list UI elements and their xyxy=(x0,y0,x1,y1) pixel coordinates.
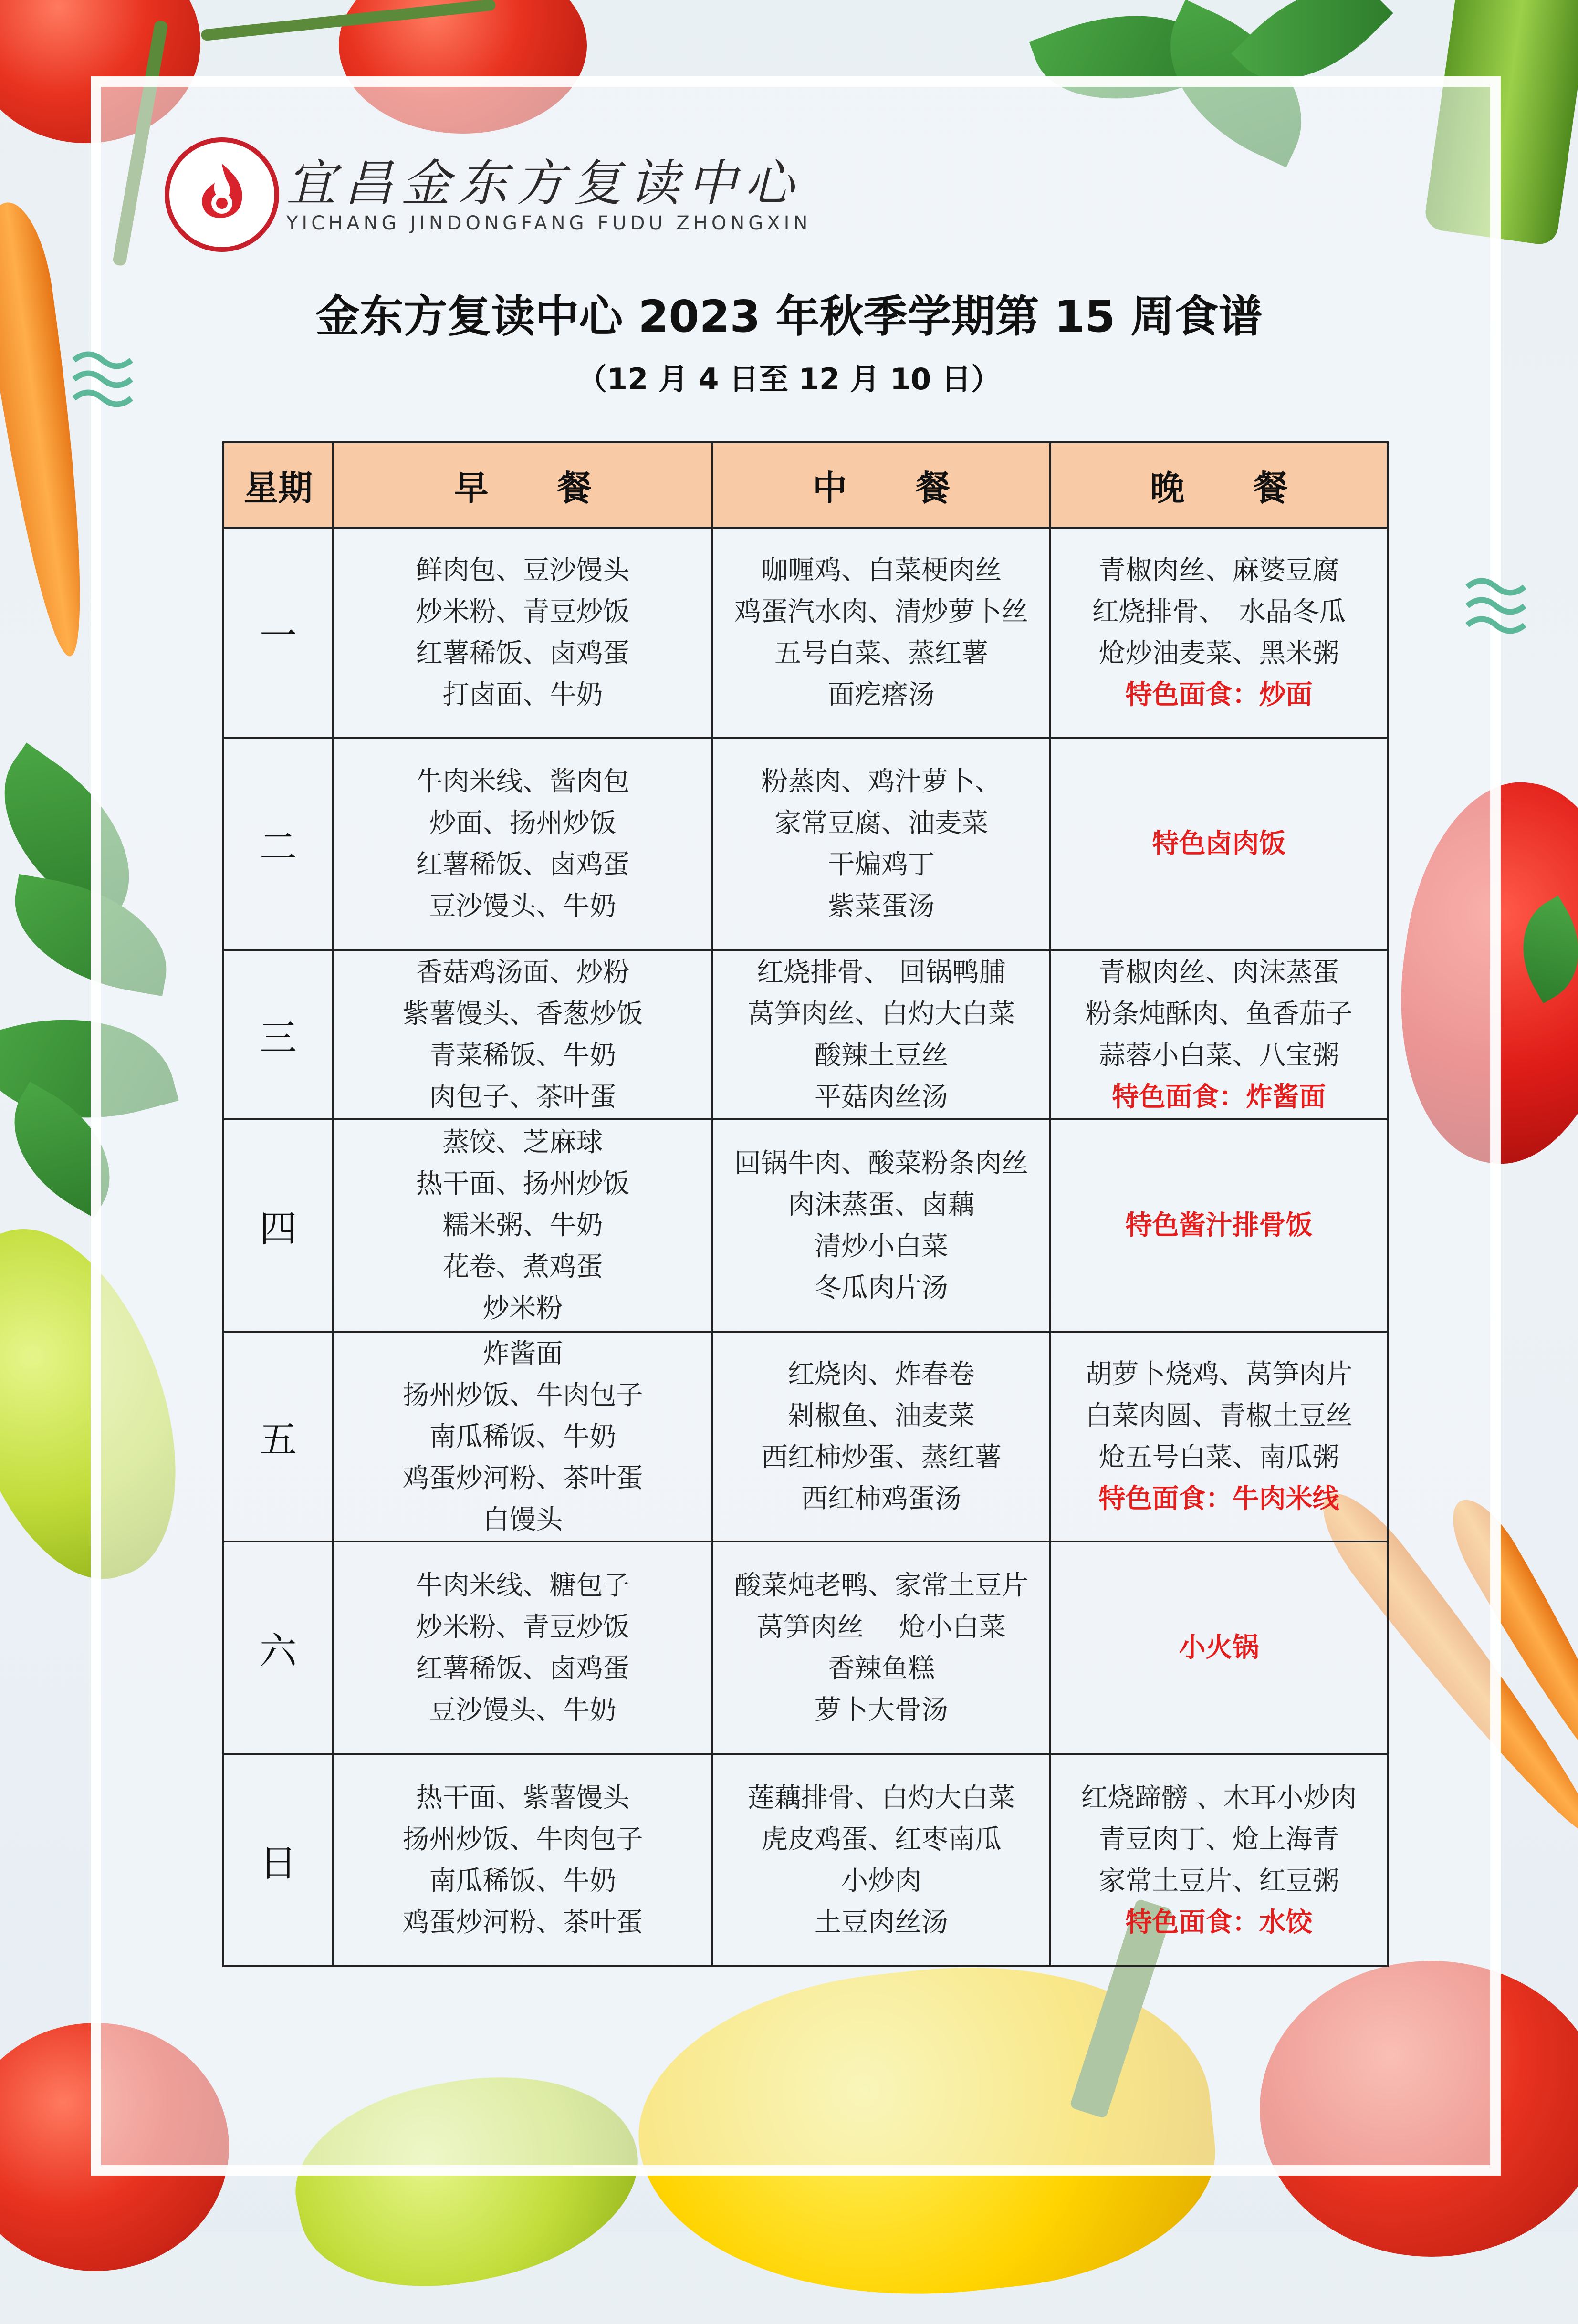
lunch-item: 红烧排骨、 回锅鸭脯 xyxy=(757,957,1006,988)
dinner-special: 特色面食：水饺 xyxy=(1125,1907,1313,1938)
breakfast-cell xyxy=(333,738,712,950)
dinner-item: 炝炒油麦菜、黑米粥 xyxy=(1098,638,1339,669)
breakfast-item: 豆沙馒头、牛奶 xyxy=(429,1694,617,1726)
lunch-cell xyxy=(712,1332,1050,1542)
lunch-cell xyxy=(712,1754,1050,1966)
table-row xyxy=(223,1542,1388,1754)
lunch-item: 西红柿鸡蛋汤 xyxy=(801,1483,961,1514)
dinner-special: 特色面食：牛肉米线 xyxy=(1098,1483,1339,1514)
dinner-special: 特色面食：炒面 xyxy=(1125,679,1313,710)
breakfast-item: 热干面、扬州炒饭 xyxy=(416,1168,630,1199)
breakfast-item: 红薯稀饭、卤鸡蛋 xyxy=(416,638,630,669)
lunch-item: 小炒肉 xyxy=(841,1865,921,1897)
day-cell: 一 xyxy=(223,528,333,738)
lunch-item: 肉沫蒸蛋、卤藕 xyxy=(788,1189,975,1220)
table-row xyxy=(223,738,1388,950)
breakfast-cell xyxy=(333,1754,712,1966)
page-title: 金东方复读中心 2023 年秋季学期第 15 周食谱 xyxy=(315,291,1263,342)
header-breakfast: 早 餐 xyxy=(333,442,712,528)
day-cell: 日 xyxy=(223,1754,333,1966)
lunch-cell xyxy=(712,1119,1050,1332)
breakfast-item: 香菇鸡汤面、炒粉 xyxy=(416,957,630,988)
dinner-item: 青椒肉丝、肉沫蒸蛋 xyxy=(1098,957,1339,988)
date-range: （12 月 4 日至 12 月 10 日） xyxy=(577,362,1001,396)
day-cell: 五 xyxy=(223,1332,333,1542)
table-row xyxy=(223,1754,1388,1966)
breakfast-item: 鸡蛋炒河粉、茶叶蛋 xyxy=(402,1907,643,1938)
breakfast-item: 紫薯馒头、香葱炒饭 xyxy=(402,998,643,1030)
dinner-special: 小火锅 xyxy=(1179,1632,1259,1663)
dinner-special: 特色酱汁排骨饭 xyxy=(1125,1210,1313,1241)
lunch-cell xyxy=(712,1542,1050,1754)
breakfast-item: 鲜肉包、豆沙馒头 xyxy=(416,555,630,586)
lunch-item: 干煸鸡丁 xyxy=(828,849,935,880)
lunch-item: 莴笋肉丝、白灼大白菜 xyxy=(748,998,1015,1030)
header-dinner: 晚 餐 xyxy=(1050,442,1388,528)
breakfast-item: 扬州炒饭、牛肉包子 xyxy=(402,1379,643,1411)
lunch-item: 鸡蛋汽水肉、清炒萝卜丝 xyxy=(734,596,1028,627)
logo xyxy=(165,137,279,252)
breakfast-item: 炒米粉 xyxy=(482,1293,563,1324)
lunch-item: 酸辣土豆丝 xyxy=(815,1040,948,1071)
header-lunch: 中 餐 xyxy=(712,442,1050,528)
breakfast-item: 炒米粉、青豆炒饭 xyxy=(416,1611,630,1643)
lunch-item: 紫菜蛋汤 xyxy=(828,890,935,922)
dinner-item: 炝五号白菜、南瓜粥 xyxy=(1098,1442,1339,1473)
wave-icon xyxy=(1465,570,1536,642)
dinner-cell xyxy=(1050,738,1388,950)
breakfast-item: 南瓜稀饭、牛奶 xyxy=(429,1865,617,1897)
header-day: 星期 xyxy=(223,442,333,528)
lunch-item: 红烧肉、炸春卷 xyxy=(788,1359,975,1390)
table-row xyxy=(223,1119,1388,1332)
lunch-item: 咖喱鸡、白菜梗肉丝 xyxy=(761,555,1002,586)
lunch-item: 土豆肉丝汤 xyxy=(815,1907,948,1938)
lunch-item: 香辣鱼糕 xyxy=(828,1653,935,1684)
lunch-cell xyxy=(712,950,1050,1119)
lunch-item: 回锅牛肉、酸菜粉条肉丝 xyxy=(734,1147,1028,1179)
breakfast-item: 蒸饺、芝麻球 xyxy=(442,1127,603,1158)
breakfast-cell xyxy=(333,1119,712,1332)
breakfast-item: 红薯稀饭、卤鸡蛋 xyxy=(416,849,630,880)
breakfast-cell xyxy=(333,950,712,1119)
dinner-special: 特色面食：炸酱面 xyxy=(1112,1081,1326,1113)
breakfast-cell xyxy=(333,1332,712,1542)
dinner-item: 青椒肉丝、麻婆豆腐 xyxy=(1098,555,1339,586)
org-name: 宜昌金东方复读中心 xyxy=(286,154,802,212)
lunch-item: 清炒小白菜 xyxy=(815,1230,948,1262)
lunch-item: 虎皮鸡蛋、红枣南瓜 xyxy=(761,1824,1002,1855)
dinner-cell xyxy=(1050,1119,1388,1332)
header-row xyxy=(223,442,1388,528)
dinner-item: 青豆肉丁、炝上海青 xyxy=(1098,1824,1339,1855)
dinner-special: 特色卤肉饭 xyxy=(1152,828,1286,859)
breakfast-cell xyxy=(333,1542,712,1754)
lunch-item: 西红柿炒蛋、蒸红薯 xyxy=(761,1442,1002,1473)
org-name-pinyin: YICHANG JINDONGFANG FUDU ZHONGXIN xyxy=(286,212,812,234)
day-cell: 四 xyxy=(223,1119,333,1332)
lunch-item: 剁椒鱼、油麦菜 xyxy=(788,1400,975,1431)
lunch-item: 粉蒸肉、鸡汁萝卜、 xyxy=(761,766,1002,797)
table-row xyxy=(223,1332,1388,1542)
breakfast-item: 糯米粥、牛奶 xyxy=(442,1210,603,1241)
lunch-item: 面疙瘩汤 xyxy=(828,679,935,710)
breakfast-item: 打卤面、牛奶 xyxy=(442,679,603,710)
lunch-item: 萝卜大骨汤 xyxy=(815,1694,948,1726)
dinner-item: 蒜蓉小白菜、八宝粥 xyxy=(1098,1040,1339,1071)
dinner-item: 粉条炖酥肉、鱼香茄子 xyxy=(1085,998,1353,1030)
dinner-cell xyxy=(1050,1754,1388,1966)
dinner-cell xyxy=(1050,1542,1388,1754)
carrot-icon xyxy=(0,198,103,661)
lunch-item: 平菇肉丝汤 xyxy=(815,1081,948,1113)
dinner-cell xyxy=(1050,950,1388,1119)
breakfast-item: 炒米粉、青豆炒饭 xyxy=(416,596,630,627)
breakfast-item: 炒面、扬州炒饭 xyxy=(429,807,617,839)
dinner-cell xyxy=(1050,528,1388,738)
breakfast-item: 青菜稀饭、牛奶 xyxy=(429,1040,617,1071)
menu-table xyxy=(222,441,1389,1967)
lunch-item: 酸菜炖老鸭、家常土豆片 xyxy=(734,1570,1028,1601)
breakfast-item: 鸡蛋炒河粉、茶叶蛋 xyxy=(402,1462,643,1494)
breakfast-item: 牛肉米线、糖包子 xyxy=(416,1570,630,1601)
table-row xyxy=(223,528,1388,738)
breakfast-cell xyxy=(333,528,712,738)
dinner-item: 红烧排骨、 水晶冬瓜 xyxy=(1092,596,1346,627)
lunch-cell xyxy=(712,738,1050,950)
dinner-cell xyxy=(1050,1332,1388,1542)
breakfast-item: 红薯稀饭、卤鸡蛋 xyxy=(416,1653,630,1684)
day-cell: 二 xyxy=(223,738,333,950)
dinner-item: 家常土豆片、红豆粥 xyxy=(1098,1865,1339,1897)
table-row xyxy=(223,950,1388,1119)
breakfast-item: 炸酱面 xyxy=(482,1338,563,1369)
breakfast-item: 热干面、紫薯馒头 xyxy=(416,1782,630,1813)
breakfast-item: 花卷、煮鸡蛋 xyxy=(442,1251,603,1282)
breakfast-item: 豆沙馒头、牛奶 xyxy=(429,890,617,922)
breakfast-item: 白馒头 xyxy=(482,1504,563,1535)
lunch-item: 莴笋肉丝 炝小白菜 xyxy=(757,1611,1006,1643)
lunch-item: 家常豆腐、油麦菜 xyxy=(774,807,988,839)
lunch-item: 冬瓜肉片汤 xyxy=(815,1272,948,1303)
lunch-cell xyxy=(712,528,1050,738)
dinner-item: 红烧蹄髈 、木耳小炒肉 xyxy=(1081,1782,1357,1813)
lunch-item: 五号白菜、蒸红薯 xyxy=(774,638,988,669)
dinner-item: 胡萝卜烧鸡、莴笋肉片 xyxy=(1085,1359,1353,1390)
day-cell: 三 xyxy=(223,950,333,1119)
dinner-item: 白菜肉圆、青椒土豆丝 xyxy=(1085,1400,1353,1431)
flame-emblem-icon xyxy=(169,142,274,247)
breakfast-item: 牛肉米线、酱肉包 xyxy=(416,766,630,797)
breakfast-item: 扬州炒饭、牛肉包子 xyxy=(402,1824,643,1855)
day-cell: 六 xyxy=(223,1542,333,1754)
breakfast-item: 南瓜稀饭、牛奶 xyxy=(429,1421,617,1452)
breakfast-item: 肉包子、茶叶蛋 xyxy=(429,1081,617,1113)
lunch-item: 莲藕排骨、白灼大白菜 xyxy=(748,1782,1015,1813)
